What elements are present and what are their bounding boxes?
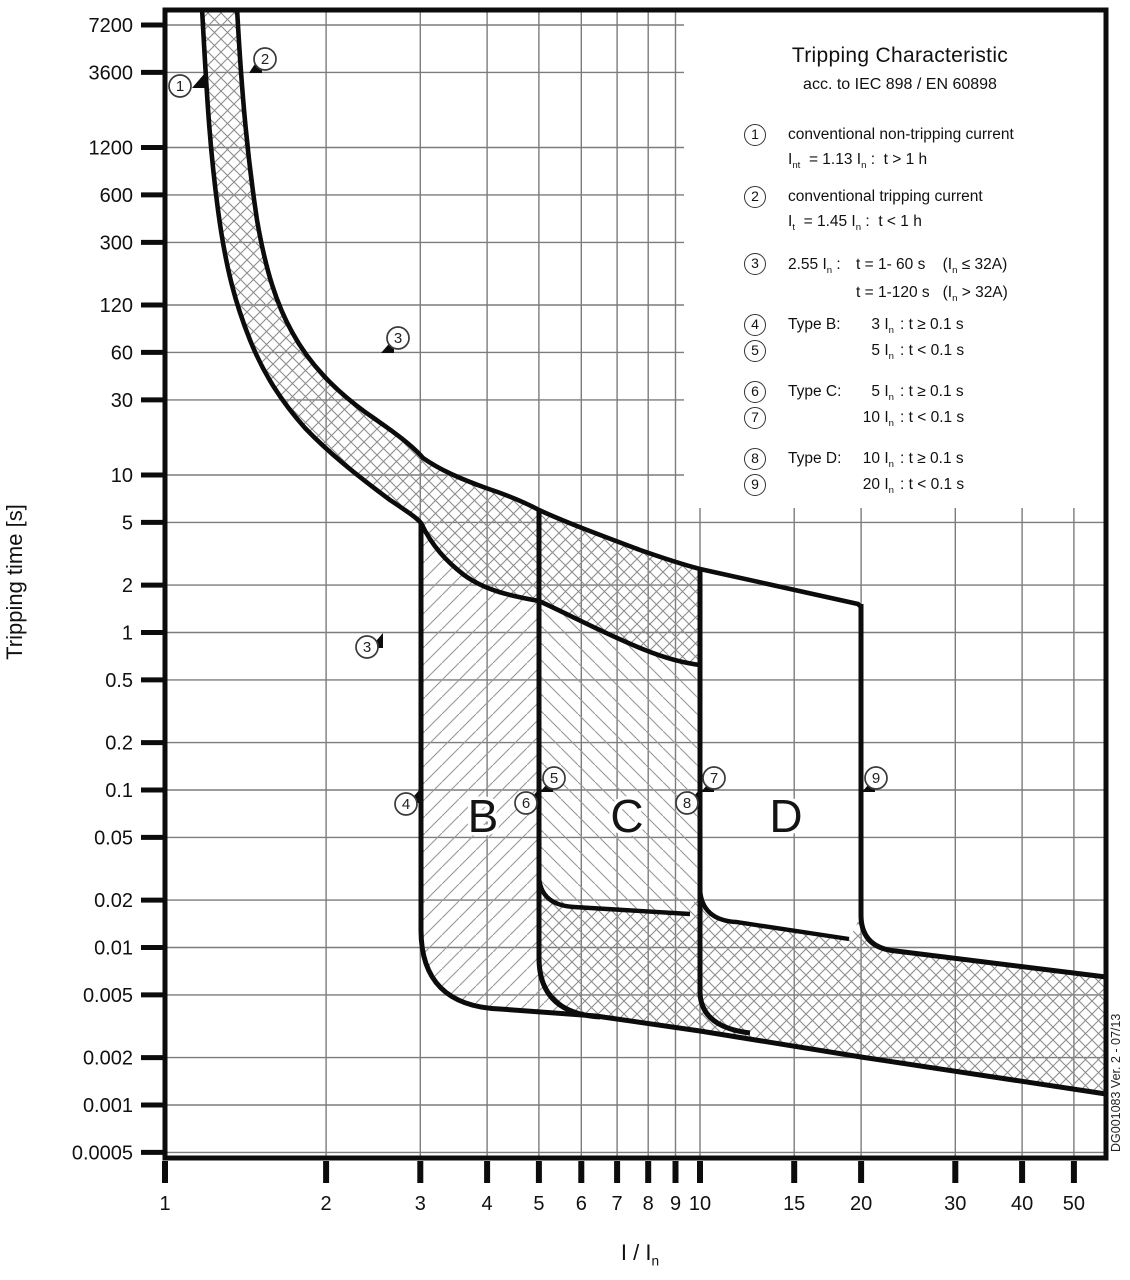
legend-marker-circle: 8: [744, 448, 766, 470]
legend-text: Type C:: [788, 383, 842, 400]
legend-text: 5 $I_n$: [871, 383, 894, 404]
x-tick-label: 30: [944, 1193, 967, 1215]
y-tick-label: 2: [121, 575, 133, 598]
y-tick-label: 0.01: [94, 937, 133, 960]
y-tick-label: 30: [110, 389, 133, 412]
region-label-C: C: [610, 790, 644, 842]
y-tick-label: 10: [110, 465, 133, 487]
x-tick-label: 2: [320, 1193, 332, 1215]
y-tick-label: 1: [121, 622, 133, 645]
legend-text: : t ≥ 0.1 s: [900, 316, 964, 333]
legend-text: conventional tripping current: [788, 188, 983, 205]
x-tick-label: 10: [688, 1193, 712, 1215]
x-tick-label: 40: [1010, 1193, 1034, 1215]
marker-number: 6: [521, 795, 531, 812]
legend-marker-circle: 9: [744, 474, 766, 496]
x-tick-label: 1: [159, 1193, 171, 1215]
marker-number: 3: [393, 330, 403, 347]
region-label-B: B: [467, 790, 499, 842]
y-tick-label: 120: [99, 295, 133, 317]
y-tick-label: 600: [99, 184, 133, 207]
legend-text: $I_{nt} = 1.13$ $I_n$ : t > 1 h: [788, 151, 928, 172]
legend-text: 3 $I_n$: [871, 316, 894, 337]
x-tick-label: 4: [481, 1193, 493, 1215]
y-tick-label: 60: [110, 342, 133, 365]
marker-number: 8: [682, 795, 692, 812]
legend-text: t = 1- 60 s $(I_n \le 32A)$: [856, 256, 1008, 277]
legend-text: $I_t = 1.45$ $I_n$ : t < 1 h: [788, 213, 922, 234]
x-tick-label: 20: [849, 1193, 873, 1215]
marker-number: 2: [260, 51, 270, 68]
legend-text: Type B:: [788, 316, 841, 333]
legend-text: 2.55 $I_n$ :: [788, 256, 841, 277]
marker-number: 4: [401, 796, 411, 813]
y-tick-label: 5: [121, 512, 133, 535]
x-tick-label: 15: [783, 1193, 806, 1215]
y-tick-label: 0.001: [82, 1095, 133, 1117]
curve-stroke: [700, 569, 861, 607]
legend-text: : t < 0.1 s: [900, 409, 965, 426]
y-tick-label: 1200: [88, 137, 133, 160]
y-tick-label: 300: [99, 232, 133, 255]
legend-marker-circle: 4: [744, 314, 766, 336]
y-tick-label: 0.1: [105, 780, 133, 802]
legend-text: Type D:: [788, 450, 842, 467]
marker-number: 1: [175, 78, 185, 95]
x-tick-label: 7: [611, 1193, 623, 1215]
legend-marker-circle: 5: [744, 340, 766, 362]
y-tick-label: 7200: [88, 15, 133, 37]
legend-text: 10 $I_n$: [862, 450, 894, 471]
y-tick-label: 3600: [88, 62, 133, 85]
legend-text: t = 1-120 s $(I_n > 32A)$: [856, 284, 1008, 305]
legend-text: : t < 0.1 s: [900, 342, 965, 359]
x-tick-label: 8: [642, 1193, 654, 1215]
x-tick-label: 6: [575, 1193, 587, 1215]
x-tick-label: 50: [1062, 1193, 1086, 1215]
legend-text: 10 $I_n$: [862, 409, 894, 430]
legend-text: conventional non-tripping current: [788, 126, 1014, 143]
marker-number: 5: [549, 770, 559, 787]
y-tick-label: 0.02: [94, 890, 133, 913]
y-tick-label: 0.005: [82, 984, 133, 1007]
marker-number: 7: [709, 770, 719, 787]
y-axis-title: Tripping time [s]: [2, 504, 27, 660]
legend-marker-circle: 3: [744, 253, 766, 275]
y-tick-label: 0.0005: [71, 1142, 133, 1165]
y-tick-label: 0.5: [105, 669, 133, 692]
legend-marker-circle: 1: [744, 124, 766, 146]
legend-marker-circle: 2: [744, 186, 766, 208]
legend-text: : t < 0.1 s: [900, 476, 965, 493]
x-tick-label: 9: [669, 1193, 682, 1215]
x-tick-label: 5: [533, 1193, 545, 1215]
legend-marker-circle: 6: [744, 381, 766, 403]
marker-number: 9: [871, 770, 881, 787]
x-axis-title: I / $I_n$: [620, 1240, 660, 1269]
legend-text: 20 $I_n$: [862, 476, 894, 497]
legend-text: : t ≥ 0.1 s: [900, 383, 964, 400]
legend-text: 5 $I_n$: [871, 342, 894, 363]
legend-text: : t ≥ 0.1 s: [900, 450, 964, 467]
marker-number: 3: [362, 639, 372, 656]
y-tick-label: 0.2: [105, 732, 133, 755]
legend-marker-circle: 7: [744, 407, 766, 429]
legend-subtitle: acc. to IEC 898 / EN 60898: [803, 76, 997, 93]
marker-flag-icon: [192, 73, 205, 88]
doc-number-watermark: DG001083 Ver. 2 - 07/13: [1109, 1013, 1123, 1152]
x-tick-label: 3: [414, 1193, 426, 1215]
region-label-D: D: [769, 790, 803, 842]
y-tick-label: 0.002: [82, 1047, 133, 1070]
legend-title: Tripping Characteristic: [791, 44, 1009, 67]
y-tick-label: 0.05: [94, 827, 133, 850]
